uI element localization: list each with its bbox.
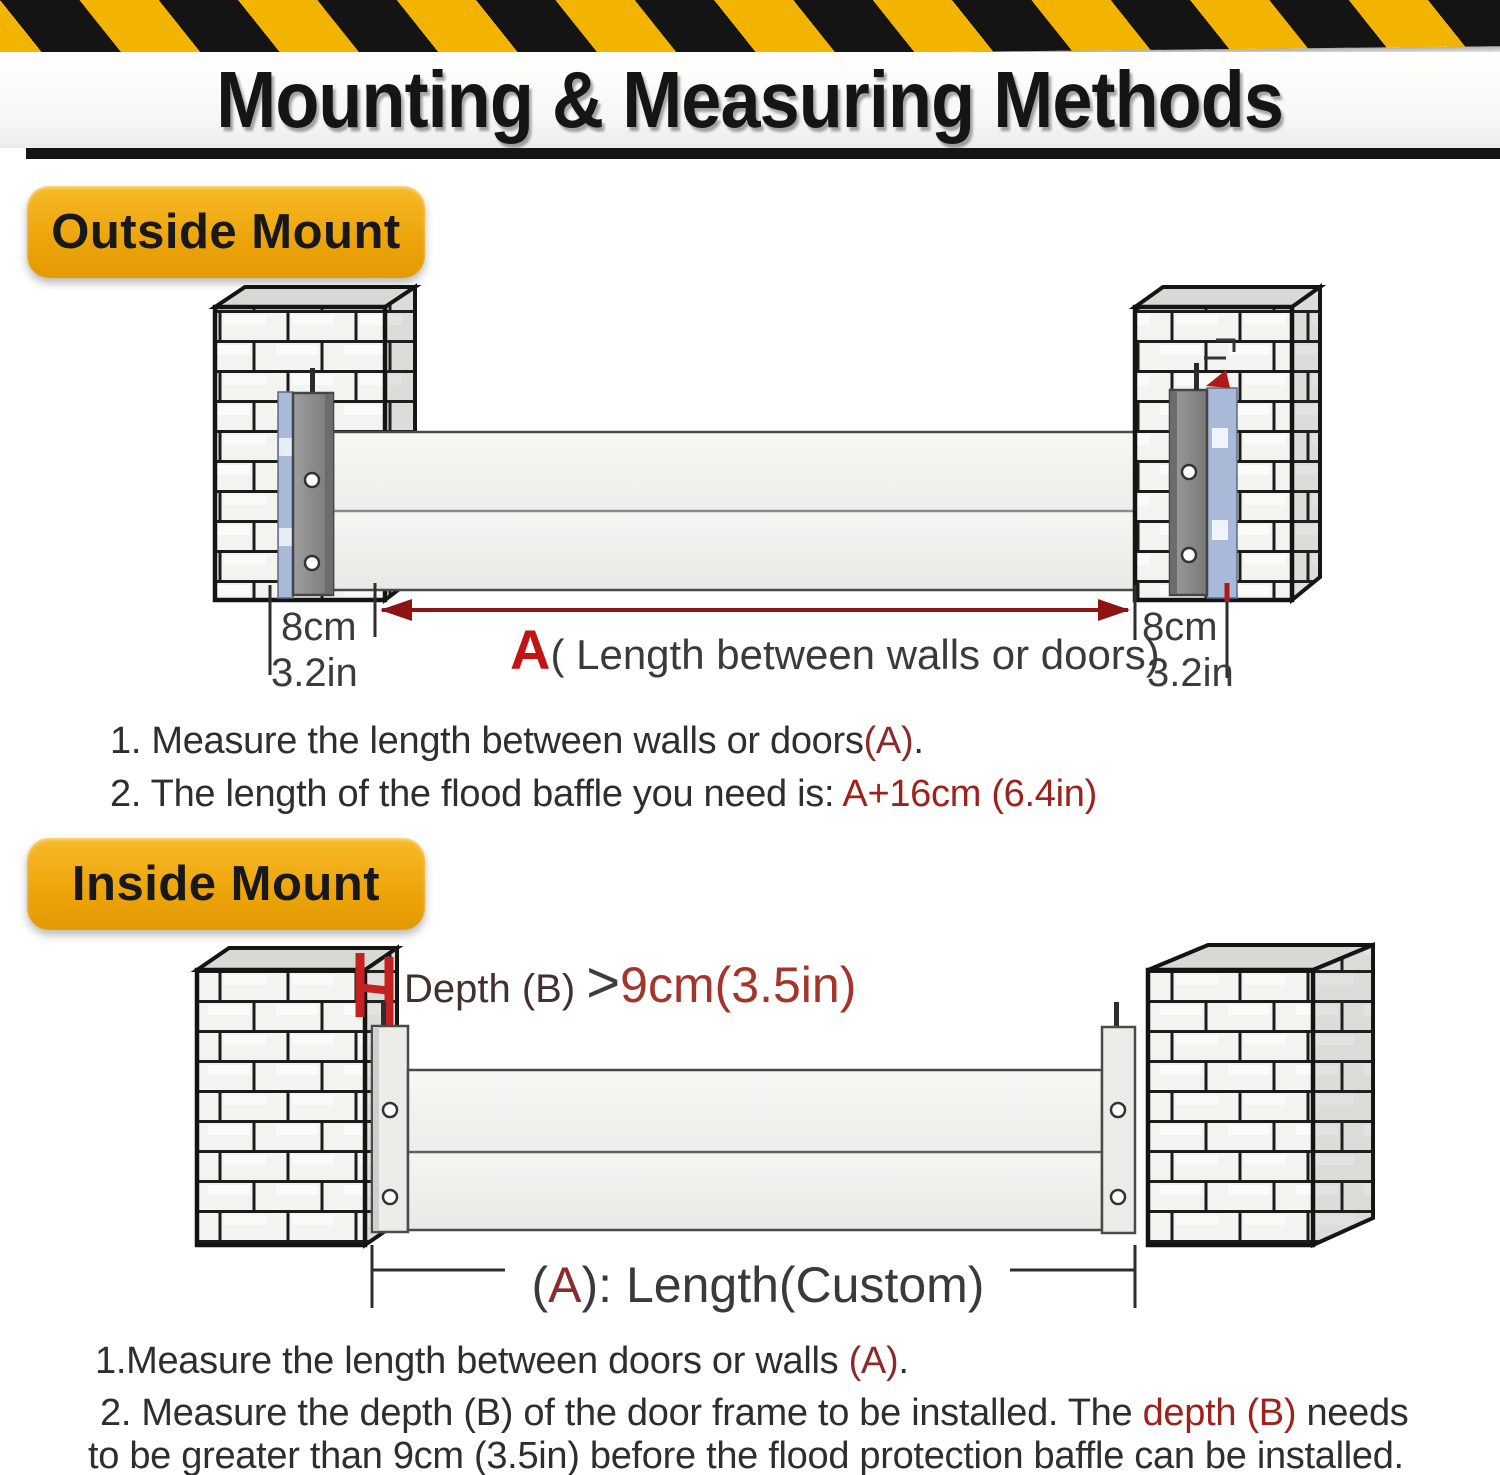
bracket-pin [1114,1002,1119,1029]
flood-baffle-panel [408,1070,1102,1230]
pillar-top-face [1135,287,1320,307]
depth-label [404,950,856,1015]
instruction-text: 2. The length of the flood baffle you need is: [110,773,843,815]
screw-hole [1182,548,1196,562]
outside-right-mounting [1170,363,1237,598]
bracket-pin [381,1001,386,1028]
seal-notch [1212,428,1228,448]
screw-hole [383,1103,397,1117]
seal-notch [1212,520,1228,540]
instruction-highlight: (A) [848,1340,899,1382]
bracket-edge [373,1027,379,1231]
outside-measurement [270,583,1234,695]
instruction-text: needs [1296,1392,1409,1434]
instruction-text: 1. Measure the length between walls or doors [110,720,864,762]
screw-hole [305,556,319,570]
span-label-a: A [510,618,551,681]
custom-length-open: ( [531,1257,549,1313]
right-offset-cm: 8cm [1142,605,1218,649]
custom-length-label [532,1257,985,1313]
bracket-pin [1194,363,1199,390]
instruction-text: 2. Measure the depth (B) of the door frame to be installed. The [100,1392,1143,1434]
depth-indicator-bar [356,987,392,991]
outside-mount-badge-label: Outside Mount [51,205,401,259]
arrowhead-right-icon [1098,599,1130,621]
left-bracket-edge [325,394,333,594]
outside-instruction-2 [110,773,1097,816]
pillar-side-shade [1292,287,1320,600]
bracket-pin [310,368,315,395]
right-offset-in: 3.2in [1147,651,1234,695]
left-offset-in: 3.2in [271,651,358,695]
screw-hole [305,473,319,487]
page-title: Mounting & Measuring Methods [216,55,1284,144]
span-label-rest: ( Length between walls or doors) [550,631,1160,678]
pillar-front-face [197,970,365,1245]
instruction-highlight: A+16cm (6.4in) [842,773,1097,815]
banner-underline [26,148,1500,159]
inside-mount-badge-label: Inside Mount [71,857,381,911]
right-seal-strip [1207,388,1237,598]
depth-value: 9cm(3.5in) [620,957,857,1013]
outside-instruction-1 [110,720,924,763]
inside-left-pillar [197,948,397,1245]
outside-mount-diagram [0,280,1500,700]
outside-flood-baffle [333,432,1170,590]
span-label [510,618,1160,681]
inside-instruction-1 [95,1340,909,1383]
inside-mount-badge [27,838,425,930]
screw-hole [1182,465,1196,479]
instruction-highlight: depth (B) [1142,1392,1297,1434]
screw-hole [1111,1190,1125,1204]
inside-mount-diagram [0,940,1500,1320]
inside-left-bracket [372,1001,408,1232]
inside-right-pillar [1148,945,1373,1245]
depth-gt-sign: > [586,950,621,1015]
right-bracket-edge [1170,391,1177,594]
inside-instruction-2 [100,1392,1409,1435]
left-seal-strip [278,392,293,598]
pillar-front-face [1148,970,1313,1245]
inside-right-bracket [1102,1002,1135,1233]
depth-label-text: Depth (B) [404,967,587,1011]
pillar-side-shade [1313,945,1373,1245]
pillar-top-face [215,287,415,307]
custom-length-rest: ): Length(Custom) [581,1257,985,1313]
left-offset-cm: 8cm [281,605,357,649]
inside-flood-baffle [408,1070,1102,1230]
instruction-text: . [898,1340,909,1382]
screw-hole [383,1190,397,1204]
inside-instruction-3 [88,1435,1404,1475]
custom-length-a: A [548,1257,582,1313]
screw-hole [1111,1103,1125,1117]
seal-notch [279,528,292,546]
instruction-text: . [913,720,924,762]
title-banner [0,52,1500,148]
instruction-text: to be greater than 9cm (3.5in) before the flood protection baffle can be installed. [88,1435,1404,1475]
outside-left-bracket [293,393,333,595]
instruction-highlight: (A) [863,720,914,762]
outside-mount-badge [27,186,425,278]
instruction-text: 1.Measure the length between doors or walls [95,1340,849,1382]
inside-measurement [372,1245,1135,1313]
seal-notch [279,438,292,456]
